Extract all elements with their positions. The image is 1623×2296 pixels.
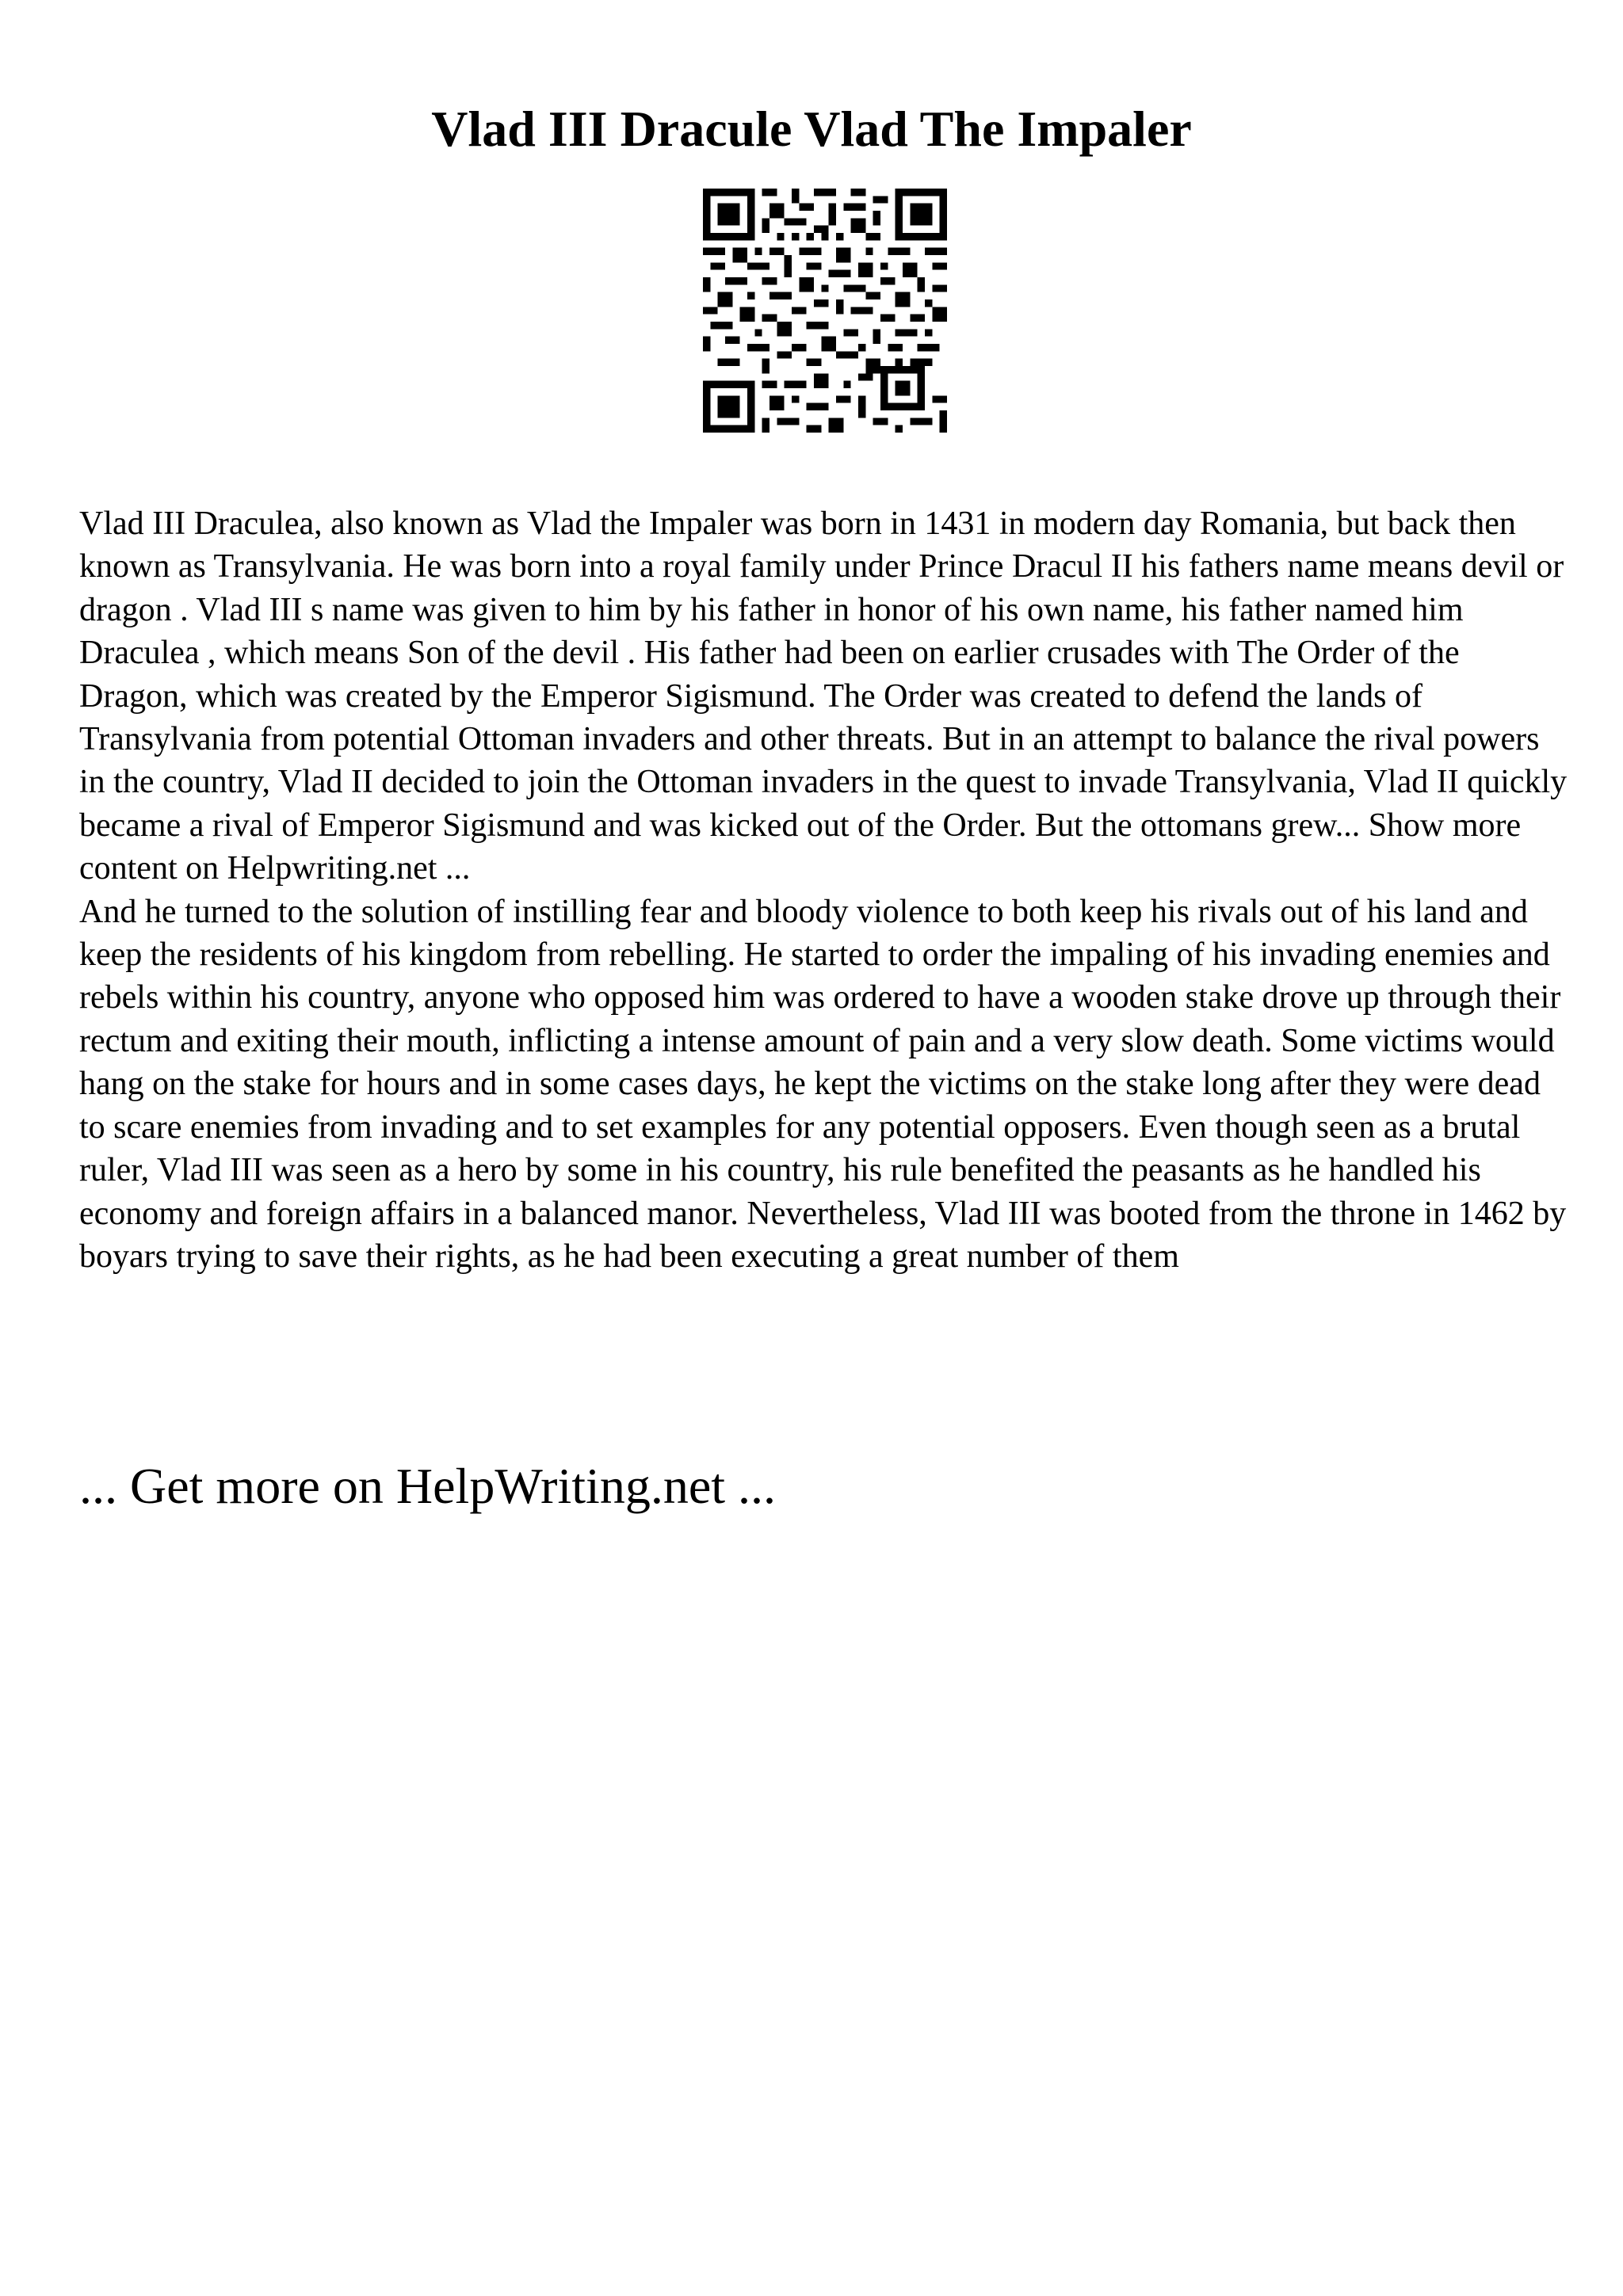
document-title: Vlad III Dracule Vlad The Impaler <box>431 101 1192 157</box>
paragraph-continuation: And he turned to the solution of instilling fear and bloody violence to both keep his rivals out of his land and keep the residents of his kingdom from rebelling. He started to order the impaling of his invading enemies and rebels within his country, anyone who opposed him was ordered to have a wooden stake drove up through their rectum and exiting their mouth, inflicting a intense amount of pain and a very slow death. Some victims would hang on the stake for hours and in some cases days, he kept the victims on the stake long after they were dead to scare enemies from invading and to set examples for any potential opposers. Even though seen as a brutal ruler, Vlad III was seen as a hero by some in his country, his rule benefited the peasants as he handled his economy and foreign affairs in a balanced manor. Nevertheless, Vlad III was booted from the throne in 1462 by boyars trying to save their rights, as he had been executing a great number of them <box>79 893 1567 1275</box>
qr-code-icon <box>703 189 947 433</box>
get-more-link[interactable]: ... Get more on HelpWriting.net ... <box>79 1458 776 1514</box>
document-body <box>79 502 1569 1278</box>
paragraph-intro: Vlad III Draculea, also known as Vlad the Impaler was born in 1431 in modern day Romania, but back then known as Transylvania. He was born into a royal family under Prince Dracul II his fathers name means devil or dragon . Vlad III s name was given to him by his father in honor of his own name, his father named him Draculea , which means Son of the devil . His father had been on earlier crusades with The Order of the Dragon, which was created by the Emperor Sigismund. The Order was created to defend the lands of Transylvania from potential Ottoman invaders and other threats. But in an attempt to balance the rival powers in the country, Vlad II decided to join the Ottoman invaders in the quest to invade Transylvania, Vlad II quickly became a rival of Emperor Sigismund and was kicked out of the Order. But the ottomans grew... Show more content on Helpwriting.net ... <box>79 505 1568 887</box>
